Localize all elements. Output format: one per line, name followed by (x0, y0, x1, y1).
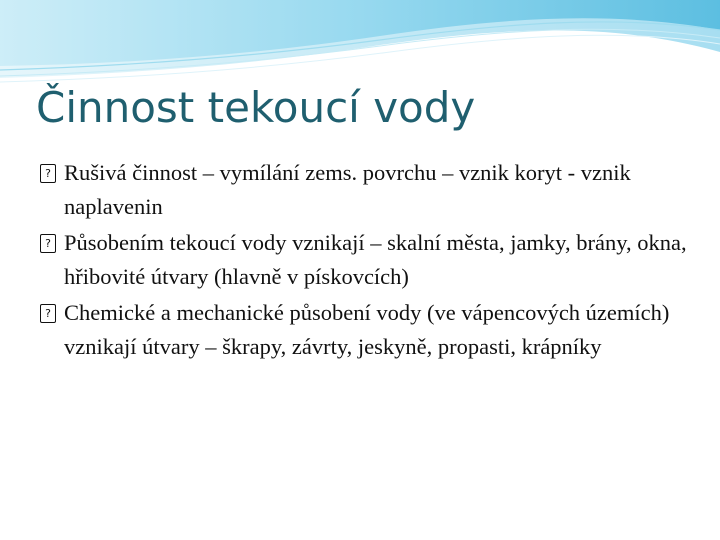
bullet-item (40, 296, 690, 364)
bullet-list (40, 156, 690, 366)
slide-title: Činnost tekoucí vody (36, 83, 476, 132)
bullet-text: Působením tekoucí vody vznikají – skalní města, jamky, brány, okna, hřibovité útvary (hlavně v pískovcích) (64, 230, 687, 289)
bullet-item (40, 156, 690, 224)
bullet-text: Rušivá činnost – vymílání zems. povrchu – vznik koryt - vznik naplavenin (64, 160, 631, 219)
bullet-item (40, 226, 690, 294)
wave-header-decoration (0, 0, 720, 90)
missing-glyph-bullet-icon: ? (40, 234, 56, 253)
bullet-text: Chemické a mechanické působení vody (ve vápencových územích) vznikají útvary – škrapy, závrty, jeskyně, propasti, krápníky (64, 300, 670, 359)
missing-glyph-bullet-icon: ? (40, 304, 56, 323)
missing-glyph-bullet-icon: ? (40, 164, 56, 183)
